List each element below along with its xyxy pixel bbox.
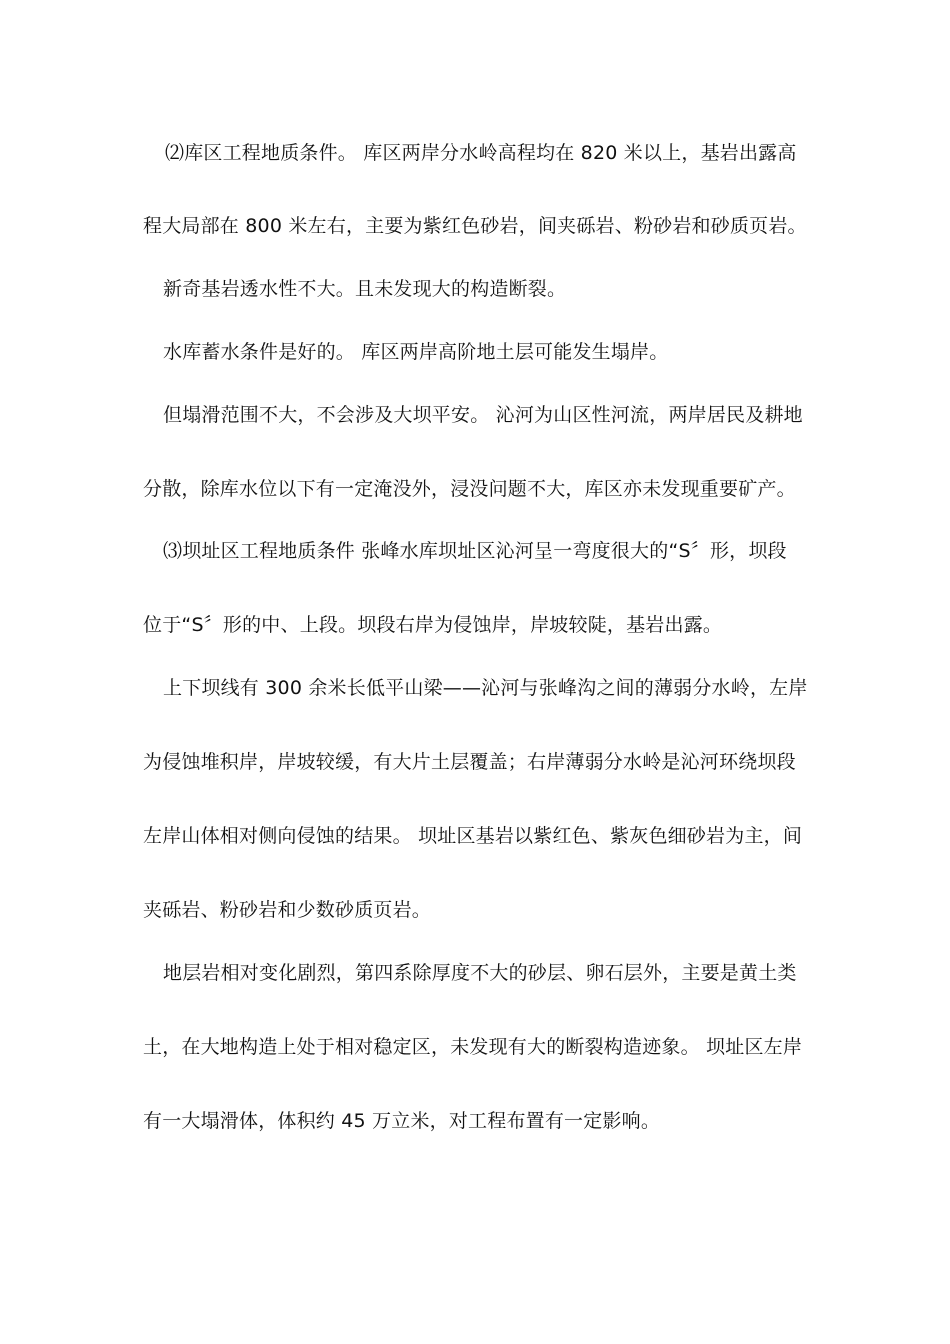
text-line: 左岸山体相对侧向侵蚀的结果。 坝址区基岩以紫红色、紫灰色细砂岩为主，间: [143, 825, 803, 847]
text-line: 但塌滑范围不大，不会涉及大坝平安。 沁河为山区性河流，两岸居民及耕地: [163, 404, 803, 426]
text-line: 分散，除库水位以下有一定淹没外，浸没问题不大，库区亦未发现重要矿产。: [143, 478, 796, 500]
text-line: 有一大塌滑体，体积约 45 万立米，对工程布置有一定影响。: [143, 1110, 661, 1132]
text-line: ⑶坝址区工程地质条件 张峰水库坝址区沁河呈一弯度很大的“S〞形，坝段: [163, 540, 787, 562]
text-line: 上下坝线有 300 余米长低平山梁——沁河与张峰沟之间的薄弱分水岭，左岸: [163, 677, 808, 699]
text-line: 为侵蚀堆积岸，岸坡较缓，有大片土层覆盖；右岸薄弱分水岭是沁河环绕坝段: [143, 751, 796, 773]
text-line: 新奇基岩透水性不大。且未发现大的构造断裂。: [163, 278, 567, 300]
text-line: 水库蓄水条件是好的。 库区两岸高阶地土层可能发生塌岸。: [163, 341, 669, 363]
text-line: 地层岩相对变化剧烈，第四系除厚度不大的砂层、卵石层外，主要是黄土类: [163, 962, 797, 984]
text-line: ⑵库区工程地质条件。 库区两岸分水岭高程均在 820 米以上，基岩出露高: [165, 142, 797, 164]
text-line: 位于“S〞形的中、上段。坝段右岸为侵蚀岸，岸坡较陡，基岩出露。: [143, 614, 723, 636]
text-line: 夹砾岩、粉砂岩和少数砂质页岩。: [143, 899, 432, 921]
text-line: 程大局部在 800 米左右，主要为紫红色砂岩，间夹砾岩、粉砂岩和砂质页岩。: [143, 215, 807, 237]
text-line: 土，在大地构造上处于相对稳定区，未发现有大的断裂构造迹象。 坝址区左岸: [143, 1036, 803, 1058]
